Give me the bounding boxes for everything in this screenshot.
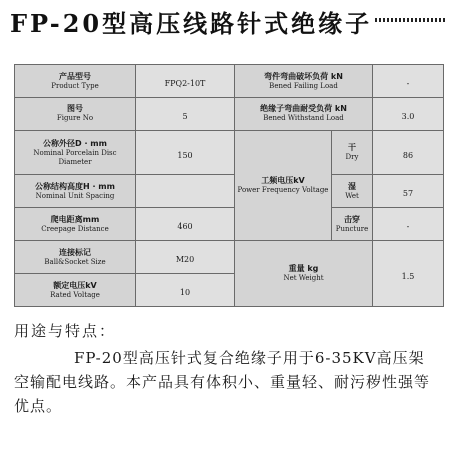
label-ball-socket: 连接标记 Ball&Socket Size <box>15 241 136 274</box>
value-ball-socket: M20 <box>136 241 235 274</box>
label-figure-no: 图号 Figure No <box>15 97 136 130</box>
value-net-weight: 1.5 <box>373 241 444 307</box>
usage-description: FP-20型高压针式复合绝缘子用于6-35KV高压架空输配电线路。本产品具有体积小、重量轻、耐污秽性强等优点。 <box>14 349 431 415</box>
value-dry: 86 <box>373 130 444 175</box>
value-figure-no: 5 <box>136 97 235 130</box>
value-product-type: FPQ2-10T <box>136 65 235 98</box>
value-creepage: 460 <box>136 208 235 241</box>
title-decoration <box>375 18 445 22</box>
label-product-type: 产品型号 Product Type <box>15 65 136 98</box>
usage-heading: 用途与特点： <box>14 322 117 340</box>
label-net-weight: 重量 kg Net Weight <box>235 241 373 307</box>
label-rated-voltage: 额定电压kV Rated Voltage <box>15 274 136 307</box>
label-dry: 干 Dry <box>332 130 373 175</box>
label-disc-diameter: 公称外径D · mm Nominal Porcelain Disc Diameter <box>15 130 136 175</box>
value-bend-withstand: 3.0 <box>373 97 444 130</box>
value-bend-failing: - <box>373 65 444 98</box>
label-puncture: 击穿 Puncture <box>332 208 373 241</box>
value-rated-voltage: 10 <box>136 274 235 307</box>
label-unit-spacing: 公称结构高度H · mm Nominal Unit Spacing <box>15 175 136 208</box>
value-unit-spacing <box>136 175 235 208</box>
label-creepage: 爬电距离mm Creepage Distance <box>15 208 136 241</box>
spec-table <box>14 64 444 307</box>
label-pf-voltage: 工频电压kV Power Frequency Voltage <box>235 130 332 240</box>
label-wet: 湿 Wet <box>332 175 373 208</box>
value-disc-diameter: 150 <box>136 130 235 175</box>
value-puncture: - <box>373 208 444 241</box>
label-bend-failing: 弯件弯曲破坏负荷 kN Bened Failing Load <box>235 65 373 98</box>
value-wet: 57 <box>373 175 444 208</box>
label-bend-withstand: 绝缘子弯曲耐受负荷 kN Bened Withstand Load <box>235 97 373 130</box>
page-title: FP-20型高压线路针式绝缘子 <box>10 9 373 38</box>
